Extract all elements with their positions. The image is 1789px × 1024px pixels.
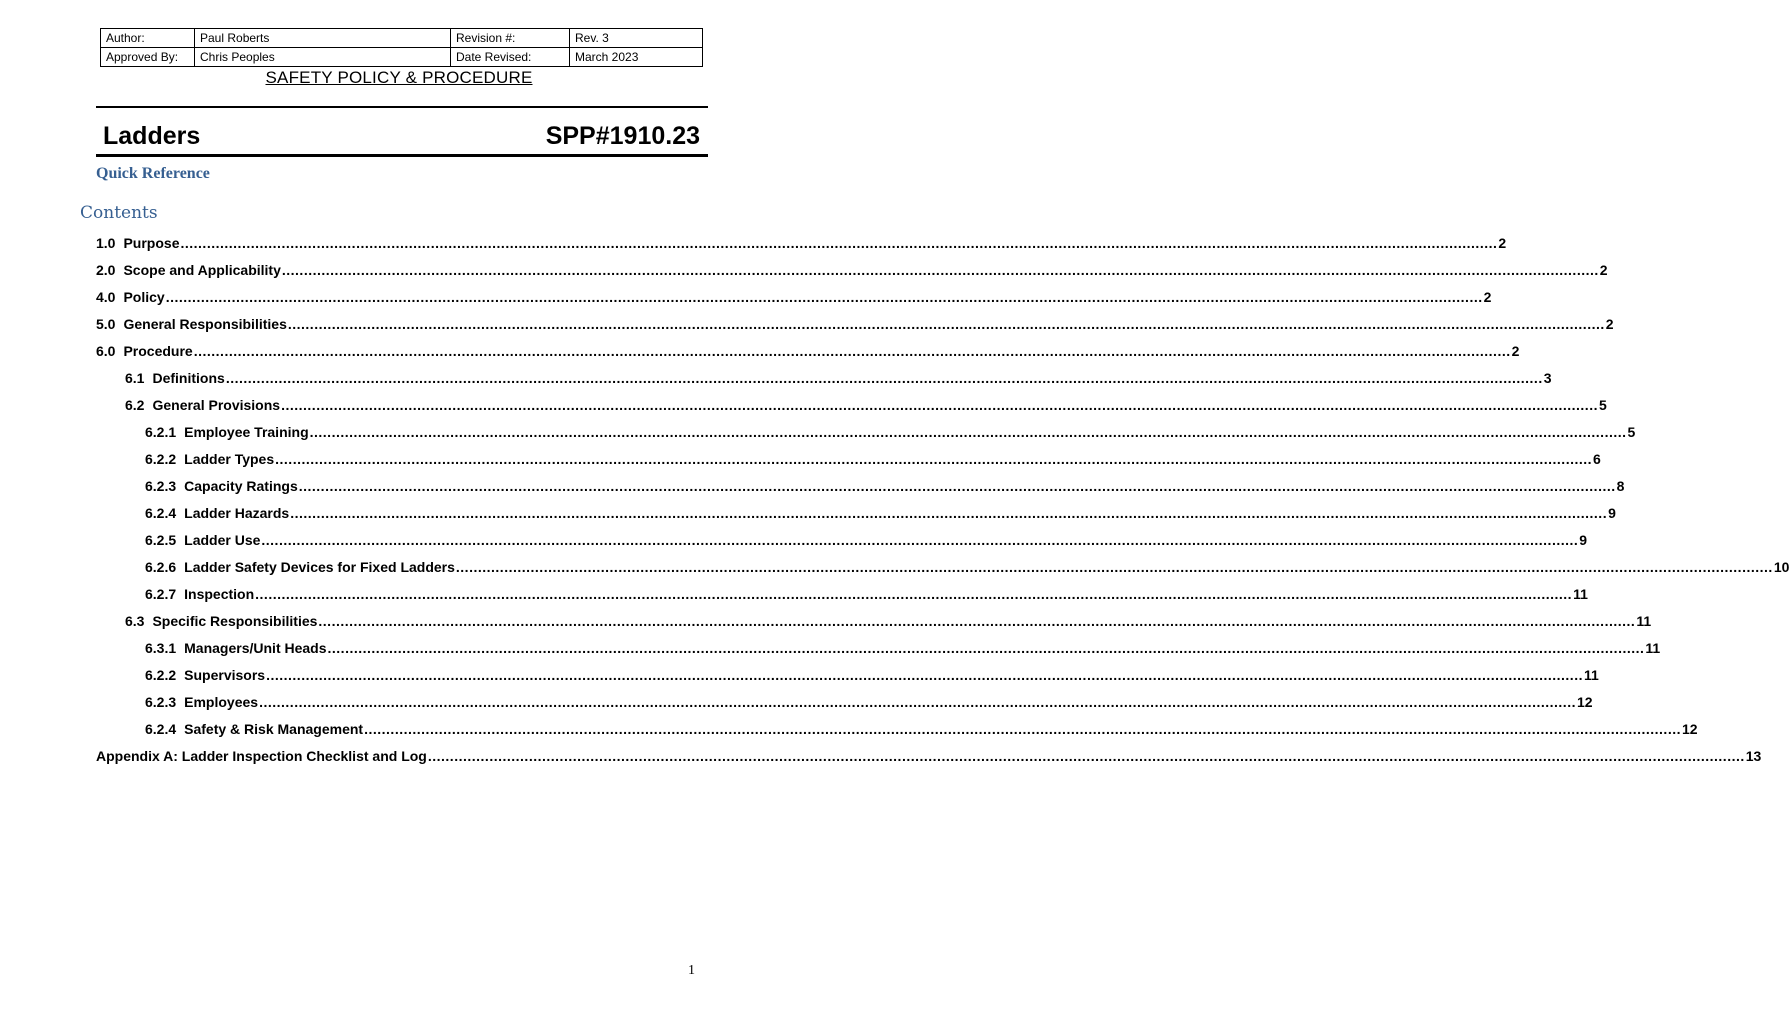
- toc-entry-number: 6.3: [125, 613, 145, 629]
- toc-entry-number: 6.2.7: [145, 586, 177, 602]
- toc-entry[interactable]: [96, 313, 1614, 335]
- toc-entry[interactable]: [96, 286, 1492, 308]
- toc-entry-page: 11: [1583, 667, 1599, 683]
- toc-entry-number: 6.3.1: [145, 640, 177, 656]
- toc-entry-title: Ladder Types: [184, 451, 275, 467]
- toc-entry-title: Inspection: [184, 586, 255, 602]
- toc-entry-number: 6.2.4: [145, 505, 177, 521]
- toc-entry-page: 12: [1576, 694, 1593, 710]
- toc-entry[interactable]: [96, 340, 1520, 362]
- toc-dot-leader: ............................................................................................................................................................................................................................................................................................................: [327, 640, 1645, 656]
- toc-dot-leader: ............................................................................................................................................................................................................................................................................................................: [193, 343, 1511, 359]
- toc-dot-leader: ............................................................................................................................................................................................................................................................................................................: [287, 316, 1605, 332]
- toc-dot-leader: ............................................................................................................................................................................................................................................................................................................: [259, 694, 1576, 710]
- toc-entry-title: Purpose: [123, 235, 180, 251]
- toc-entry-title: Definitions: [152, 370, 225, 386]
- toc-entry-number: 5.0: [96, 316, 116, 332]
- toc-dot-leader: ............................................................................................................................................................................................................................................................................................................: [261, 532, 1579, 548]
- info-row-approval: [101, 48, 703, 67]
- toc-dot-leader: ............................................................................................................................................................................................................................................................................................................: [298, 478, 1616, 494]
- approved-label: Approved By:: [101, 48, 195, 67]
- toc-entry[interactable]: [145, 421, 1636, 443]
- toc-entry-page: 11: [1645, 640, 1661, 656]
- toc-entry[interactable]: [145, 664, 1599, 686]
- toc-entry-page: 9: [1608, 505, 1616, 521]
- toc-entry-page: 2: [1498, 235, 1507, 251]
- page-number: 1: [688, 963, 695, 978]
- toc-entry-title: Ladder Use: [184, 532, 261, 548]
- toc-entry[interactable]: [145, 529, 1588, 551]
- toc-entry-title: General Provisions: [152, 397, 281, 413]
- toc-entry-page: 2: [1511, 343, 1520, 359]
- toc-entry[interactable]: [145, 637, 1661, 659]
- contents-heading: Contents: [80, 203, 158, 223]
- toc-entry-page: 11: [1636, 613, 1652, 629]
- toc-entry-title: Ladder Hazards: [184, 505, 290, 521]
- toc-entry-page: 2: [1599, 262, 1608, 278]
- spp-number: SPP#1910.23: [545, 122, 700, 150]
- quick-reference-link[interactable]: Quick Reference: [96, 165, 210, 182]
- toc-entry-number: 6.1: [125, 370, 145, 386]
- toc-entry-title: Specific Responsibilities: [152, 613, 318, 629]
- toc-entry-title: Safety & Risk Management: [184, 721, 364, 737]
- toc-entry-number: 6.2.2: [145, 451, 177, 467]
- toc-dot-leader: ............................................................................................................................................................................................................................................................................................................: [165, 289, 1483, 305]
- toc-entry-page: 2: [1483, 289, 1492, 305]
- toc-entry[interactable]: [145, 502, 1616, 524]
- toc-entry[interactable]: [125, 367, 1552, 389]
- document-info-table: [100, 28, 703, 67]
- toc-dot-leader: ............................................................................................................................................................................................................................................................................................................: [266, 667, 1583, 683]
- toc-dot-leader: ............................................................................................................................................................................................................................................................................................................: [309, 424, 1627, 440]
- toc-entry[interactable]: [145, 448, 1601, 470]
- revision-value: Rev. 3: [570, 29, 703, 48]
- toc-dot-leader: ............................................................................................................................................................................................................................................................................................................: [318, 613, 1636, 629]
- toc-dot-leader: ............................................................................................................................................................................................................................................................................................................: [427, 748, 1745, 764]
- toc-dot-leader: ............................................................................................................................................................................................................................................................................................................: [281, 397, 1598, 413]
- toc-entry-title: Policy: [123, 289, 165, 305]
- toc-entry[interactable]: [125, 610, 1652, 632]
- toc-entry[interactable]: [145, 691, 1593, 713]
- toc-dot-leader: ............................................................................................................................................................................................................................................................................................................: [275, 451, 1593, 467]
- date-value: March 2023: [570, 48, 703, 67]
- toc-entry[interactable]: [96, 259, 1608, 281]
- toc-entry[interactable]: [145, 583, 1588, 605]
- toc-entry-page: 13: [1745, 748, 1762, 764]
- toc-entry-number: 6.2.3: [145, 694, 177, 710]
- toc-entry-title: Employee Training: [184, 424, 309, 440]
- toc-entry-title: Scope and Applicability: [123, 262, 281, 278]
- toc-entry-page: 5: [1627, 424, 1636, 440]
- toc-entry[interactable]: [125, 394, 1607, 416]
- toc-entry-page: 2: [1605, 316, 1614, 332]
- toc-entry-number: 4.0: [96, 289, 116, 305]
- toc-dot-leader: ............................................................................................................................................................................................................................................................................................................: [364, 721, 1681, 737]
- toc-entry-number: 6.0: [96, 343, 116, 359]
- toc-entry-title: Procedure: [123, 343, 193, 359]
- toc-dot-leader: ............................................................................................................................................................................................................................................................................................................: [180, 235, 1498, 251]
- toc-entry[interactable]: [96, 232, 1507, 254]
- toc-entry-number: 6.2.2: [145, 667, 177, 683]
- author-label: Author:: [101, 29, 195, 48]
- top-divider: [96, 106, 708, 108]
- toc-entry[interactable]: [145, 556, 1789, 578]
- info-row-author: [101, 29, 703, 48]
- toc-entry-title: Employees: [184, 694, 259, 710]
- date-label: Date Revised:: [451, 48, 570, 67]
- toc-entry-title: Ladder Safety Devices for Fixed Ladders: [184, 559, 455, 575]
- toc-entry-title: Managers/Unit Heads: [184, 640, 327, 656]
- toc-entry-number: 6.2.3: [145, 478, 177, 494]
- title-divider: [96, 154, 708, 157]
- toc-entry-title: General Responsibilities: [123, 316, 287, 332]
- toc-entry-page: 12: [1682, 721, 1698, 737]
- toc-dot-leader: ............................................................................................................................................................................................................................................................................................................: [255, 586, 1573, 602]
- toc-entry-title: Supervisors: [184, 667, 266, 683]
- toc-entry-number: 6.2.4: [145, 721, 177, 737]
- toc-entry-number: 2.0: [96, 262, 116, 278]
- author-value: Paul Roberts: [195, 29, 451, 48]
- toc-dot-leader: ............................................................................................................................................................................................................................................................................................................: [281, 262, 1599, 278]
- toc-entry-page: 5: [1598, 397, 1607, 413]
- toc-entry-page: 11: [1573, 586, 1588, 602]
- toc-entry-number: 6.2: [125, 397, 145, 413]
- toc-entry-page: 9: [1579, 532, 1588, 548]
- toc-dot-leader: ............................................................................................................................................................................................................................................................................................................: [290, 505, 1608, 521]
- toc-dot-leader: ............................................................................................................................................................................................................................................................................................................: [455, 559, 1773, 575]
- toc-entry-number: 6.2.5: [145, 532, 177, 548]
- toc-entry[interactable]: [96, 745, 1762, 767]
- toc-entry-page: 10: [1773, 559, 1789, 575]
- toc-entry[interactable]: [145, 475, 1625, 497]
- approved-value: Chris Peoples: [195, 48, 451, 67]
- toc-entry-number: 1.0: [96, 235, 116, 251]
- toc-entry-title: Appendix A: Ladder Inspection Checklist and Log: [96, 748, 427, 764]
- toc-entry-number: 6.2.1: [145, 424, 177, 440]
- toc-entry-number: 6.2.6: [145, 559, 177, 575]
- toc-entry-title: Capacity Ratings: [184, 478, 298, 494]
- toc-entry[interactable]: [145, 718, 1698, 740]
- toc-entry-page: 6: [1593, 451, 1601, 467]
- page-title: Ladders: [103, 122, 201, 150]
- toc-entry-page: 8: [1616, 478, 1625, 494]
- toc-dot-leader: ............................................................................................................................................................................................................................................................................................................: [225, 370, 1543, 386]
- document-type-heading: SAFETY POLICY & PROCEDURE: [265, 68, 533, 87]
- revision-label: Revision #:: [451, 29, 570, 48]
- toc-entry-page: 3: [1543, 370, 1552, 386]
